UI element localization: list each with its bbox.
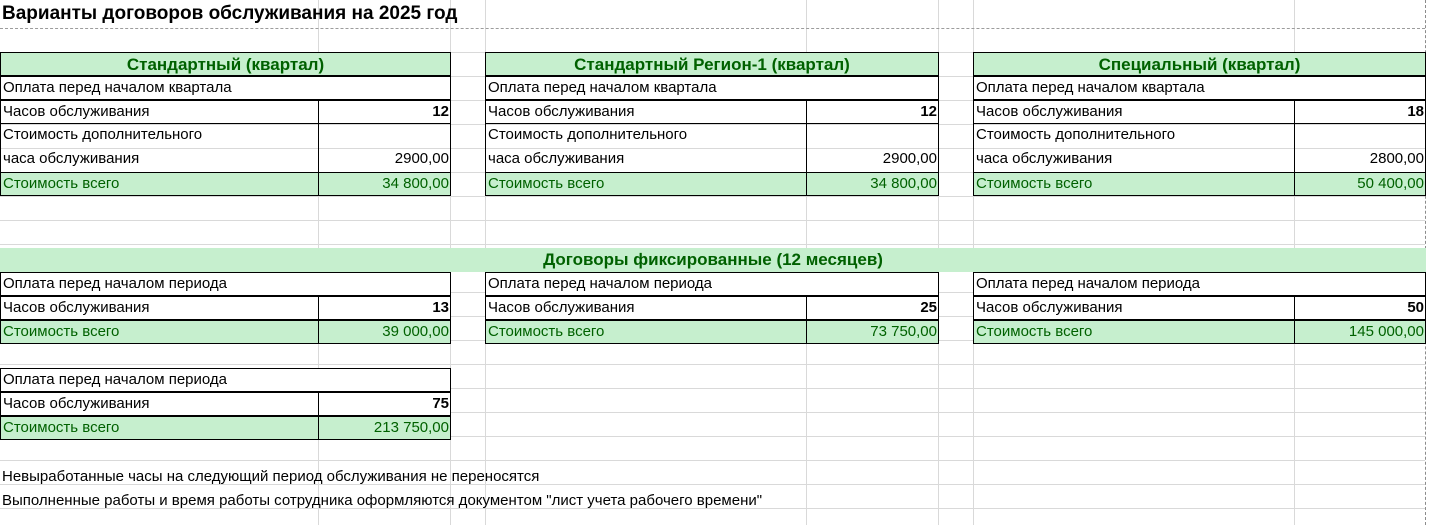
hours-value[interactable]: 12	[318, 100, 451, 124]
total-value[interactable]: 145 000,00	[1294, 320, 1426, 344]
extra-hour-label-line2[interactable]: часа обслуживания	[0, 148, 319, 173]
extra-hour-cost[interactable]: 2800,00	[1294, 124, 1426, 173]
hours-label[interactable]: Часов обслуживания	[0, 296, 319, 320]
hours-label[interactable]: Часов обслуживания	[973, 296, 1295, 320]
extra-hour-label-line1[interactable]: Стоимость дополнительного	[973, 124, 1295, 148]
hours-value[interactable]: 75	[318, 392, 451, 416]
extra-hour-label-line2[interactable]: часа обслуживания	[973, 148, 1295, 173]
extra-hour-label-line1[interactable]: Стоимость дополнительного	[0, 124, 319, 148]
contract-header[interactable]: Специальный (квартал)	[973, 52, 1426, 76]
hours-value[interactable]: 12	[806, 100, 939, 124]
note-unused-hours[interactable]: Невыработанные часы на следующий период обслуживания не переносятся	[2, 468, 540, 485]
total-value[interactable]: 50 400,00	[1294, 172, 1426, 196]
hours-value[interactable]: 25	[806, 296, 939, 320]
hours-value[interactable]: 18	[1294, 100, 1426, 124]
payment-terms[interactable]: Оплата перед началом периода	[0, 368, 451, 392]
hours-value[interactable]: 13	[318, 296, 451, 320]
total-label[interactable]: Стоимость всего	[485, 320, 807, 344]
total-value[interactable]: 39 000,00	[318, 320, 451, 344]
hours-label[interactable]: Часов обслуживания	[973, 100, 1295, 124]
extra-hour-label-line2[interactable]: часа обслуживания	[485, 148, 807, 173]
total-label[interactable]: Стоимость всего	[973, 320, 1295, 344]
total-value[interactable]: 73 750,00	[806, 320, 939, 344]
hours-label[interactable]: Часов обслуживания	[485, 100, 807, 124]
total-value[interactable]: 213 750,00	[318, 416, 451, 440]
total-value[interactable]: 34 800,00	[318, 172, 451, 196]
extra-hour-label-line1[interactable]: Стоимость дополнительного	[485, 124, 807, 148]
payment-terms[interactable]: Оплата перед началом квартала	[0, 76, 451, 100]
total-label[interactable]: Стоимость всего	[0, 320, 319, 344]
total-label[interactable]: Стоимость всего	[973, 172, 1295, 196]
contract-header[interactable]: Стандартный (квартал)	[0, 52, 451, 76]
payment-terms[interactable]: Оплата перед началом периода	[0, 272, 451, 296]
hours-label[interactable]: Часов обслуживания	[0, 392, 319, 416]
sheet-title: Варианты договоров обслуживания на 2025 год	[2, 3, 458, 24]
note-timesheet[interactable]: Выполненные работы и время работы сотрудника оформляются документом "лист учета рабочего времени"	[2, 492, 763, 509]
payment-terms[interactable]: Оплата перед началом квартала	[485, 76, 939, 100]
total-label[interactable]: Стоимость всего	[485, 172, 807, 196]
payment-terms[interactable]: Оплата перед началом квартала	[973, 76, 1426, 100]
total-label[interactable]: Стоимость всего	[0, 172, 319, 196]
payment-terms[interactable]: Оплата перед началом периода	[973, 272, 1426, 296]
total-value[interactable]: 34 800,00	[806, 172, 939, 196]
hours-label[interactable]: Часов обслуживания	[485, 296, 807, 320]
hours-label[interactable]: Часов обслуживания	[0, 100, 319, 124]
hours-value[interactable]: 50	[1294, 296, 1426, 320]
extra-hour-cost[interactable]: 2900,00	[806, 124, 939, 173]
contract-header[interactable]: Стандартный Регион-1 (квартал)	[485, 52, 939, 76]
total-label[interactable]: Стоимость всего	[0, 416, 319, 440]
payment-terms[interactable]: Оплата перед началом периода	[485, 272, 939, 296]
fixed-contracts-header[interactable]: Договоры фиксированные (12 месяцев)	[0, 248, 1426, 272]
extra-hour-cost[interactable]: 2900,00	[318, 124, 451, 173]
